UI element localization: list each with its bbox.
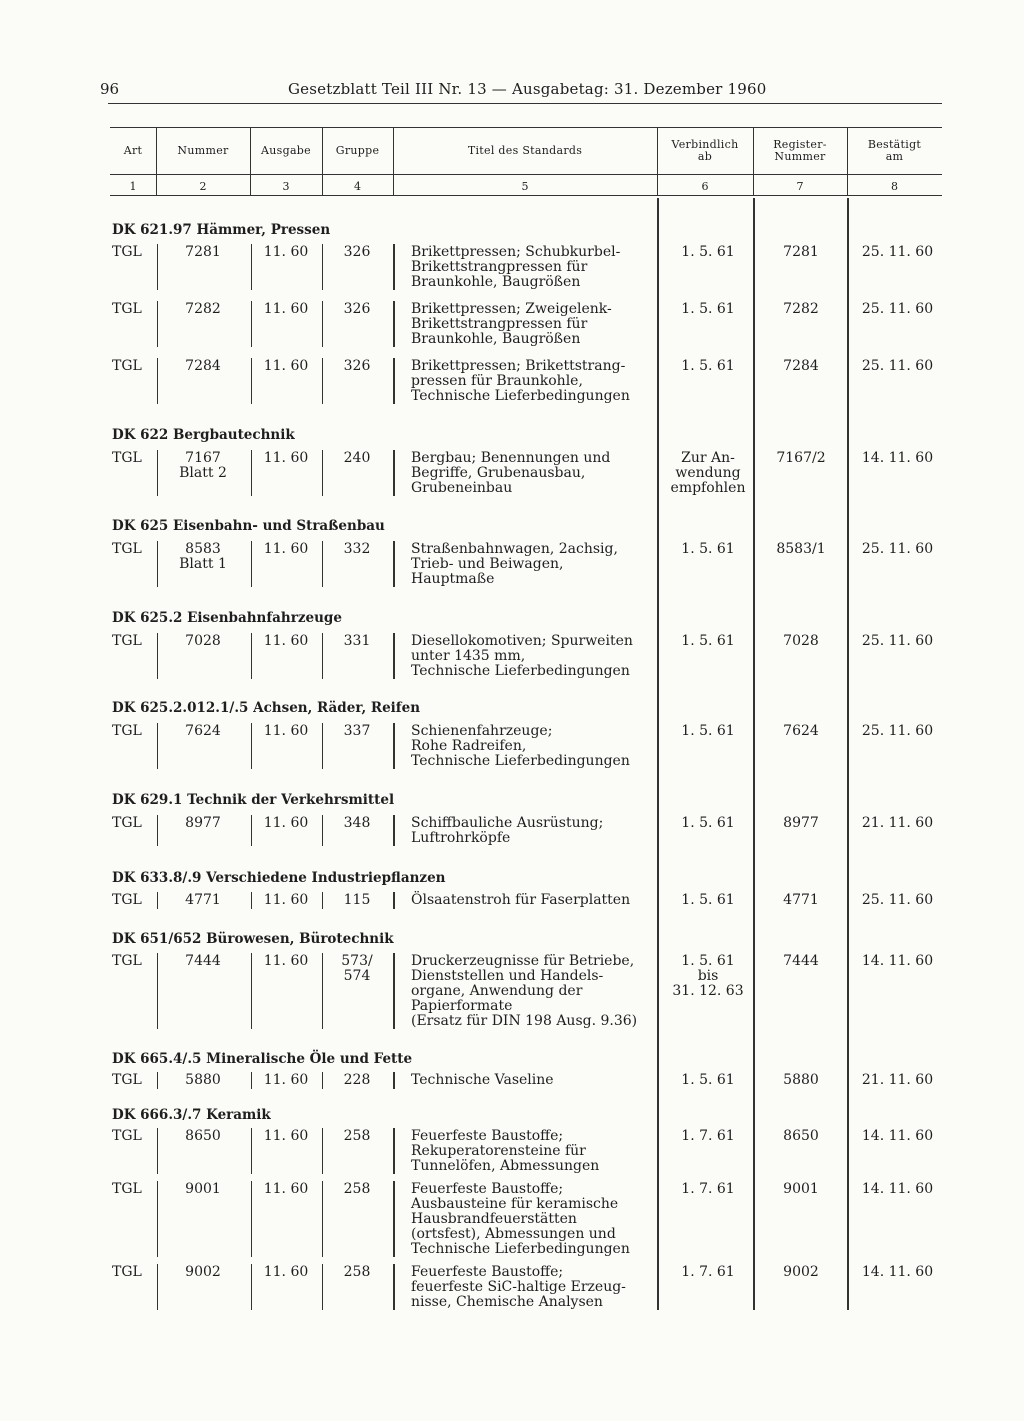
cell-divider xyxy=(251,301,252,347)
cell-divider xyxy=(393,1181,395,1257)
cell-divider xyxy=(157,953,158,1029)
cell-titel: Ölsaatenstroh für Faserplatten xyxy=(411,892,631,908)
cell-nummer: 7167 Blatt 2 xyxy=(179,450,227,481)
cell-gruppe: 326 xyxy=(343,244,371,260)
section-heading: DK 625 Eisenbahn- und Straßenbau xyxy=(112,518,385,534)
cell-register: 7167/2 xyxy=(776,450,826,466)
column-number-rule xyxy=(110,174,942,175)
cell-divider xyxy=(393,358,395,404)
cell-ausgabe: 11. 60 xyxy=(263,301,309,317)
column-header xyxy=(753,128,847,174)
cell-verbindlich: 1. 5. 61 xyxy=(681,892,735,908)
cell-art: TGL xyxy=(112,358,142,374)
section-heading: DK 665.4/.5 Mineralische Öle und Fette xyxy=(112,1051,413,1067)
cell-gruppe: 115 xyxy=(343,892,371,908)
cell-divider xyxy=(322,1181,323,1257)
cell-register: 4771 xyxy=(783,892,819,908)
cell-divider xyxy=(322,1128,323,1174)
cell-divider xyxy=(251,953,252,1029)
column-number: 1 xyxy=(129,179,137,193)
cell-verbindlich: 1. 5. 61 xyxy=(681,723,735,739)
cell-divider xyxy=(393,1128,395,1174)
header-column-rule xyxy=(657,128,658,196)
cell-ausgabe: 11. 60 xyxy=(263,1181,309,1197)
column-header-label: Ausgabe xyxy=(261,144,311,157)
section-heading: DK 621.97 Hämmer, Pressen xyxy=(112,222,331,238)
cell-ausgabe: 11. 60 xyxy=(263,723,309,739)
cell-gruppe: 332 xyxy=(343,541,371,557)
cell-bestaetigt: 21. 11. 60 xyxy=(861,815,934,831)
cell-divider xyxy=(157,1264,158,1310)
cell-titel: Technische Vaseline xyxy=(411,1072,554,1088)
cell-ausgabe: 11. 60 xyxy=(263,244,309,260)
cell-bestaetigt: 14. 11. 60 xyxy=(861,1264,934,1280)
section-heading: DK 625.2.012.1/.5 Achsen, Räder, Reifen xyxy=(112,700,421,716)
cell-titel: Feuerfeste Baustoffe; Ausbausteine für keramische Hausbrandfeuerstätten (ortsfest), Abmessungen und Technische Lieferbedingungen xyxy=(411,1181,630,1257)
cell-gruppe: 348 xyxy=(343,815,371,831)
cell-gruppe: 331 xyxy=(343,633,371,649)
cell-register: 7624 xyxy=(783,723,819,739)
cell-gruppe: 258 xyxy=(343,1264,371,1280)
cell-divider xyxy=(157,244,158,290)
cell-bestaetigt: 25. 11. 60 xyxy=(861,892,934,908)
cell-divider xyxy=(157,1181,158,1257)
cell-divider xyxy=(251,1072,252,1089)
cell-divider xyxy=(322,815,323,846)
cell-divider xyxy=(322,358,323,404)
column-header-label: Titel des Standards xyxy=(467,144,583,157)
cell-nummer: 8650 xyxy=(185,1128,221,1144)
cell-divider xyxy=(157,633,158,679)
column-number: 8 xyxy=(891,179,898,193)
cell-divider xyxy=(322,633,323,679)
cell-register: 7284 xyxy=(783,358,819,374)
cell-art: TGL xyxy=(112,1264,142,1280)
cell-bestaetigt: 14. 11. 60 xyxy=(861,450,934,466)
body-column-rule xyxy=(753,198,755,1310)
cell-art: TGL xyxy=(112,301,142,317)
cell-titel: Brikettpressen; Brikettstrang- pressen für Braunkohle, Technische Lieferbedingungen xyxy=(411,358,630,404)
cell-gruppe: 326 xyxy=(343,301,371,317)
cell-divider xyxy=(322,450,323,496)
header-column-rule xyxy=(847,128,848,196)
section-heading: DK 622 Bergbautechnik xyxy=(112,427,295,443)
cell-divider xyxy=(251,541,252,587)
cell-titel: Straßenbahnwagen, 2achsig, Trieb- und Beiwagen, Hauptmaße xyxy=(411,541,618,587)
header-column-rule xyxy=(156,128,157,196)
column-number: 6 xyxy=(701,179,709,193)
cell-nummer: 8583 Blatt 1 xyxy=(179,541,227,572)
page-title: Gesetzblatt Teil III Nr. 13 — Ausgabetag: 31. Dezember 1960 xyxy=(288,80,767,98)
cell-art: TGL xyxy=(112,1128,142,1144)
cell-titel: Diesellokomotiven; Spurweiten unter 1435 mm, Technische Lieferbedingungen xyxy=(411,633,633,679)
cell-bestaetigt: 14. 11. 60 xyxy=(861,1128,934,1144)
cell-gruppe: 573/ 574 xyxy=(341,953,373,984)
header-column-rule xyxy=(250,128,251,196)
cell-art: TGL xyxy=(112,541,142,557)
cell-ausgabe: 11. 60 xyxy=(263,633,309,649)
cell-verbindlich: 1. 7. 61 xyxy=(681,1264,735,1280)
header-column-rule xyxy=(393,128,394,196)
section-heading: DK 629.1 Technik der Verkehrsmittel xyxy=(112,792,395,808)
cell-titel: Druckerzeugnisse für Betriebe, Dienststellen und Handels- organe, Anwendung der Papierformate (Ersatz für DIN 198 Ausg. 9.36) xyxy=(411,953,638,1029)
column-number: 2 xyxy=(199,179,207,193)
cell-register: 8583/1 xyxy=(776,541,826,557)
cell-art: TGL xyxy=(112,450,142,466)
cell-divider xyxy=(393,953,395,1029)
cell-divider xyxy=(251,723,252,769)
cell-divider xyxy=(157,1128,158,1174)
cell-divider xyxy=(393,1264,395,1310)
cell-divider xyxy=(251,358,252,404)
cell-register: 7282 xyxy=(783,301,819,317)
header-column-rule xyxy=(753,128,754,196)
cell-register: 7028 xyxy=(783,633,819,649)
cell-divider xyxy=(157,723,158,769)
cell-divider xyxy=(393,301,395,347)
section-heading: DK 666.3/.7 Keramik xyxy=(112,1107,271,1123)
cell-nummer: 7282 xyxy=(185,301,221,317)
cell-divider xyxy=(251,244,252,290)
cell-divider xyxy=(322,1264,323,1310)
cell-bestaetigt: 14. 11. 60 xyxy=(861,1181,934,1197)
cell-gruppe: 337 xyxy=(343,723,371,739)
cell-divider xyxy=(251,892,252,909)
cell-verbindlich: 1. 5. 61 xyxy=(681,633,735,649)
cell-verbindlich: 1. 5. 61 xyxy=(681,1072,735,1088)
cell-art: TGL xyxy=(112,1072,142,1088)
column-header xyxy=(322,128,393,174)
cell-divider xyxy=(393,541,395,587)
column-number: 3 xyxy=(282,179,290,193)
column-header xyxy=(657,128,753,174)
cell-titel: Schiffbauliche Ausrüstung; Luftrohrköpfe xyxy=(411,815,604,846)
cell-divider xyxy=(157,358,158,404)
cell-titel: Feuerfeste Baustoffe; Rekuperatorensteine für Tunnelöfen, Abmessungen xyxy=(411,1128,600,1174)
cell-divider xyxy=(322,301,323,347)
cell-bestaetigt: 25. 11. 60 xyxy=(861,244,934,260)
cell-bestaetigt: 25. 11. 60 xyxy=(861,301,934,317)
column-number: 7 xyxy=(796,179,804,193)
cell-divider xyxy=(157,1072,158,1089)
column-header xyxy=(110,128,156,174)
cell-verbindlich: 1. 7. 61 xyxy=(681,1128,735,1144)
cell-art: TGL xyxy=(112,633,142,649)
column-header-label: Nummer xyxy=(177,144,229,157)
column-header xyxy=(393,128,657,174)
cell-divider xyxy=(322,1072,323,1089)
column-header-label: Register- Nummer xyxy=(773,138,827,163)
cell-verbindlich: 1. 7. 61 xyxy=(681,1181,735,1197)
column-header-label: Verbindlich ab xyxy=(671,138,739,163)
cell-divider xyxy=(322,892,323,909)
cell-ausgabe: 11. 60 xyxy=(263,1264,309,1280)
cell-divider xyxy=(157,892,158,909)
column-number: 5 xyxy=(521,179,529,193)
cell-verbindlich: 1. 5. 61 xyxy=(681,815,735,831)
cell-bestaetigt: 25. 11. 60 xyxy=(861,541,934,557)
body-column-rule xyxy=(847,198,849,1310)
cell-ausgabe: 11. 60 xyxy=(263,1128,309,1144)
cell-divider xyxy=(322,723,323,769)
cell-nummer: 9001 xyxy=(185,1181,221,1197)
cell-verbindlich: 1. 5. 61 xyxy=(681,541,735,557)
cell-divider xyxy=(251,1128,252,1174)
cell-nummer: 5880 xyxy=(185,1072,221,1088)
cell-divider xyxy=(393,633,395,679)
cell-verbindlich: 1. 5. 61 xyxy=(681,244,735,260)
cell-ausgabe: 11. 60 xyxy=(263,892,309,908)
cell-register: 9002 xyxy=(783,1264,819,1280)
cell-divider xyxy=(393,244,395,290)
cell-ausgabe: 11. 60 xyxy=(263,541,309,557)
cell-gruppe: 228 xyxy=(343,1072,371,1088)
cell-ausgabe: 11. 60 xyxy=(263,1072,309,1088)
cell-divider xyxy=(157,301,158,347)
header-bottom-rule xyxy=(110,195,942,196)
cell-gruppe: 240 xyxy=(343,450,371,466)
cell-divider xyxy=(322,953,323,1029)
cell-nummer: 7624 xyxy=(185,723,221,739)
cell-ausgabe: 11. 60 xyxy=(263,358,309,374)
cell-art: TGL xyxy=(112,244,142,260)
header-rule xyxy=(108,103,942,104)
cell-nummer: 8977 xyxy=(185,815,221,831)
cell-bestaetigt: 25. 11. 60 xyxy=(861,633,934,649)
cell-verbindlich: 1. 5. 61 xyxy=(681,301,735,317)
cell-bestaetigt: 14. 11. 60 xyxy=(861,953,934,969)
cell-art: TGL xyxy=(112,723,142,739)
cell-divider xyxy=(251,633,252,679)
cell-divider xyxy=(393,1072,395,1089)
cell-divider xyxy=(393,892,395,909)
cell-bestaetigt: 25. 11. 60 xyxy=(861,723,934,739)
cell-nummer: 7444 xyxy=(185,953,221,969)
column-header-label: Bestätigt am xyxy=(867,138,922,163)
cell-art: TGL xyxy=(112,953,142,969)
cell-verbindlich: 1. 5. 61 xyxy=(681,358,735,374)
section-heading: DK 633.8/.9 Verschiedene Industriepflanzen xyxy=(112,870,446,886)
cell-register: 7281 xyxy=(783,244,819,260)
section-heading: DK 625.2 Eisenbahnfahrzeuge xyxy=(112,610,342,626)
cell-art: TGL xyxy=(112,815,142,831)
cell-verbindlich: 1. 5. 61 bis 31. 12. 63 xyxy=(672,953,744,999)
cell-divider xyxy=(393,723,395,769)
cell-divider xyxy=(251,815,252,846)
cell-gruppe: 326 xyxy=(343,358,371,374)
section-heading: DK 651/652 Bürowesen, Bürotechnik xyxy=(112,931,394,947)
cell-ausgabe: 11. 60 xyxy=(263,953,309,969)
cell-register: 8650 xyxy=(783,1128,819,1144)
cell-titel: Feuerfeste Baustoffe; feuerfeste SiC-haltige Erzeug- nisse, Chemische Analysen xyxy=(411,1264,626,1310)
cell-art: TGL xyxy=(112,1181,142,1197)
cell-register: 9001 xyxy=(783,1181,819,1197)
column-header-label: Art xyxy=(123,144,143,157)
cell-verbindlich: Zur An- wendung empfohlen xyxy=(670,450,746,496)
cell-nummer: 7281 xyxy=(185,244,221,260)
cell-divider xyxy=(251,450,252,496)
cell-register: 8977 xyxy=(783,815,819,831)
cell-divider xyxy=(393,450,395,496)
cell-register: 5880 xyxy=(783,1072,819,1088)
header-column-rule xyxy=(322,128,323,196)
cell-art: TGL xyxy=(112,892,142,908)
body-column-rule xyxy=(657,198,659,1310)
cell-ausgabe: 11. 60 xyxy=(263,450,309,466)
column-header xyxy=(847,128,942,174)
cell-divider xyxy=(157,815,158,846)
cell-ausgabe: 11. 60 xyxy=(263,815,309,831)
cell-nummer: 7284 xyxy=(185,358,221,374)
column-header-label: Gruppe xyxy=(335,144,380,157)
cell-divider xyxy=(322,244,323,290)
column-header xyxy=(250,128,322,174)
cell-divider xyxy=(157,541,158,587)
cell-divider xyxy=(393,815,395,846)
cell-bestaetigt: 25. 11. 60 xyxy=(861,358,934,374)
cell-register: 7444 xyxy=(783,953,819,969)
cell-divider xyxy=(157,450,158,496)
cell-titel: Brikettpressen; Schubkurbel- Brikettstrangpressen für Braunkohle, Baugrößen xyxy=(411,244,621,290)
cell-gruppe: 258 xyxy=(343,1128,371,1144)
cell-divider xyxy=(251,1264,252,1310)
column-number: 4 xyxy=(354,179,361,193)
column-header xyxy=(156,128,250,174)
cell-titel: Brikettpressen; Zweigelenk- Brikettstrangpressen für Braunkohle, Baugrößen xyxy=(411,301,612,347)
cell-bestaetigt: 21. 11. 60 xyxy=(861,1072,934,1088)
cell-nummer: 4771 xyxy=(185,892,221,908)
cell-nummer: 9002 xyxy=(185,1264,221,1280)
cell-nummer: 7028 xyxy=(185,633,221,649)
cell-divider xyxy=(322,541,323,587)
cell-gruppe: 258 xyxy=(343,1181,371,1197)
cell-divider xyxy=(251,1181,252,1257)
page-number: 96 xyxy=(100,80,120,98)
cell-titel: Schienenfahrzeuge; Rohe Radreifen, Technische Lieferbedingungen xyxy=(411,723,630,769)
cell-titel: Bergbau; Benennungen und Begriffe, Grubenausbau, Grubeneinbau xyxy=(411,450,611,496)
